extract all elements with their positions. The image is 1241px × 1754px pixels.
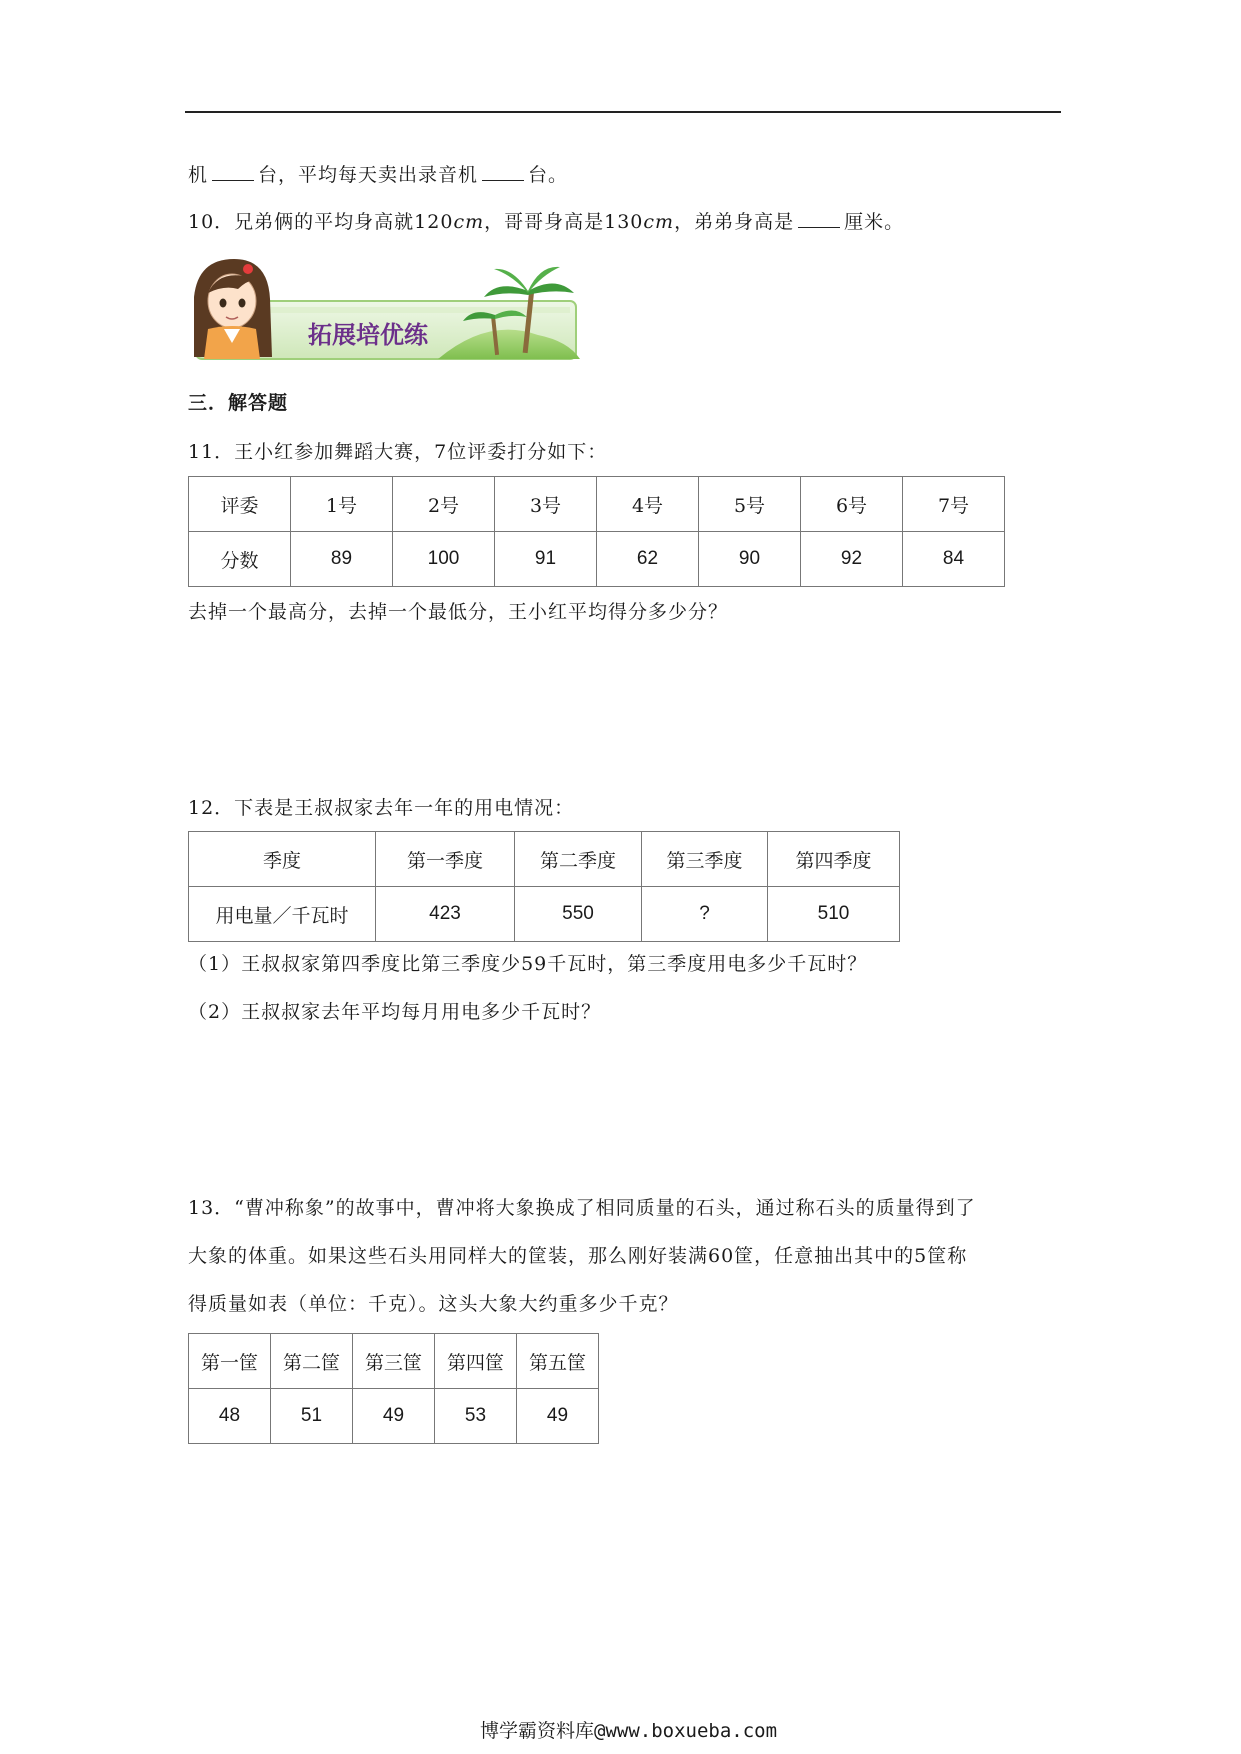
table-cell: 季度 xyxy=(189,832,376,887)
table-cell: 49 xyxy=(353,1389,435,1444)
table-cell: 第一筐 xyxy=(189,1334,271,1389)
section-banner xyxy=(188,257,588,365)
q10-text-3: ，弟弟身高是 xyxy=(674,211,795,233)
header-rule xyxy=(185,111,1061,113)
table-cell: 51 xyxy=(271,1389,353,1444)
table-row xyxy=(189,532,1005,587)
q9-blank-2[interactable] xyxy=(482,160,524,181)
banner-illustration xyxy=(188,257,588,365)
table-cell: 62 xyxy=(597,532,699,587)
table-cell: 2号 xyxy=(393,477,495,532)
table-cell: 510 xyxy=(768,887,900,942)
table-cell: 91 xyxy=(495,532,597,587)
q9-text-2: 台，平均每天卖出录音机 xyxy=(258,164,479,186)
table-cell: 90 xyxy=(699,532,801,587)
q12-intro: 12．下表是王叔叔家去年一年的用电情况： xyxy=(188,797,575,819)
table-cell: 49 xyxy=(517,1389,599,1444)
judges-table xyxy=(188,476,1005,587)
q10-text-1: 10．兄弟俩的平均身高就120 xyxy=(188,211,454,233)
table-cell: 89 xyxy=(291,532,393,587)
table-cell: 第四筐 xyxy=(435,1334,517,1389)
table-cell: 1号 xyxy=(291,477,393,532)
q12-sub1: （1）王叔叔家第四季度比第三季度少59千瓦时，第三季度用电多少千瓦时？ xyxy=(188,953,868,975)
table-cell: 第二筐 xyxy=(271,1334,353,1389)
table-row xyxy=(189,887,900,942)
table-cell: 第三筐 xyxy=(353,1334,435,1389)
q12-sub2: （2）王叔叔家去年平均每月用电多少千瓦时？ xyxy=(188,1001,602,1023)
table-cell: 5号 xyxy=(699,477,801,532)
table-cell: 92 xyxy=(801,532,903,587)
q10-text-2: ，哥哥身高是130 xyxy=(484,211,644,233)
table-cell: 3号 xyxy=(495,477,597,532)
table-cell: 550 xyxy=(515,887,642,942)
table-row xyxy=(189,477,1005,532)
table-cell: 6号 xyxy=(801,477,903,532)
q9-text-3: 台。 xyxy=(528,164,569,186)
table-cell: ? xyxy=(642,887,768,942)
table-cell: 第三季度 xyxy=(642,832,768,887)
q11-intro: 11．王小红参加舞蹈大赛，7位评委打分如下： xyxy=(188,441,608,463)
footer-watermark: 博学霸资料库@www.boxueba.com xyxy=(480,1720,778,1742)
table-row xyxy=(189,1389,599,1444)
q13-line2: 大象的体重。如果这些石头用同样大的筐装，那么刚好装满60筐，任意抽出其中的5筐称 xyxy=(188,1245,968,1267)
table-cell: 第二季度 xyxy=(515,832,642,887)
q10-unit-1: cm xyxy=(453,211,485,233)
q9-tail-line xyxy=(188,160,568,189)
banner-title: 拓展培优练 xyxy=(308,321,428,349)
table-cell: 第五筐 xyxy=(517,1334,599,1389)
q13-line1: 13．“曹冲称象”的故事中，曹冲将大象换成了相同质量的石头，通过称石头的质量得到了 xyxy=(188,1197,976,1219)
table-cell: 100 xyxy=(393,532,495,587)
table-cell: 4号 xyxy=(597,477,699,532)
table-cell: 53 xyxy=(435,1389,517,1444)
table-cell: 评委 xyxy=(189,477,291,532)
table-cell: 84 xyxy=(903,532,1005,587)
section-title: 三．解答题 xyxy=(188,392,289,414)
table-row xyxy=(189,1334,599,1389)
q10-text-4: 厘米。 xyxy=(844,211,905,233)
table-cell: 第四季度 xyxy=(768,832,900,887)
table-cell: 7号 xyxy=(903,477,1005,532)
q13-line3: 得质量如表（单位：千克）。这头大象大约重多少千克？ xyxy=(188,1293,679,1315)
table-cell: 423 xyxy=(376,887,515,942)
q10-line xyxy=(188,207,904,236)
basket-weight-table xyxy=(188,1333,599,1444)
table-cell: 48 xyxy=(189,1389,271,1444)
table-row xyxy=(189,832,900,887)
q10-unit-2: cm xyxy=(643,211,675,233)
q9-blank-1[interactable] xyxy=(212,160,254,181)
electricity-table xyxy=(188,831,900,942)
table-cell: 分数 xyxy=(189,532,291,587)
table-cell: 第一季度 xyxy=(376,832,515,887)
table-cell: 用电量／千瓦时 xyxy=(189,887,376,942)
q9-text-1: 机 xyxy=(188,164,209,186)
girl-character-icon xyxy=(194,259,272,359)
q11-question: 去掉一个最高分，去掉一个最低分，王小红平均得分多少分？ xyxy=(188,601,729,623)
q10-blank[interactable] xyxy=(798,207,840,228)
